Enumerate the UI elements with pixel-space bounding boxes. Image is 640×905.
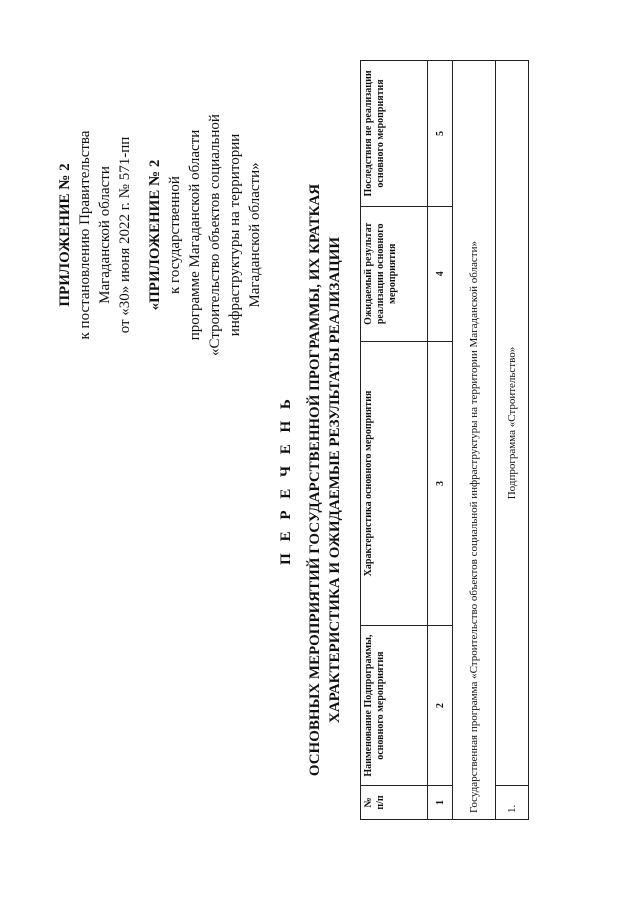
subprogram-number: 1. (496, 786, 529, 820)
header-characteristic: Характеристика основного мероприятия (361, 341, 428, 626)
column-number: 2 (428, 626, 453, 786)
table-row (496, 61, 529, 820)
table-header-row (361, 61, 428, 820)
document-heading (275, 155, 345, 805)
measures-table (360, 60, 529, 820)
column-number: 1 (428, 786, 453, 820)
column-number: 3 (428, 341, 453, 626)
heading-line1: ОСНОВНЫХ МЕРОПРИЯТИЙ ГОСУДАРСТВЕННОЙ ПРОГРАММЫ, ИХ КРАТКАЯ (307, 183, 323, 777)
inner-appendix-line4: инфраструктуры на территории (227, 133, 243, 337)
appendix-date-line: от «30» июня 2022 г. № 571-пп (117, 136, 133, 334)
appendix-title: ПРИЛОЖЕНИЕ № 2 (57, 163, 73, 307)
table-number-row (428, 61, 453, 820)
inner-appendix-line1: к государственной (167, 176, 183, 294)
header-num: № п/п (361, 786, 428, 820)
header-expected-result: Ожидаемый результат реализации основного мероприятия (361, 206, 428, 341)
program-row-text: Государственная программа «Строительство объектов социальной инфраструктуры на территории Магаданской области» (453, 61, 496, 820)
inner-appendix-line2: программе Магаданской области (187, 129, 203, 341)
column-number: 4 (428, 206, 453, 341)
subprogram-row-text: Подпрограмма «Строительство» (496, 61, 529, 786)
inner-appendix-line3: «Строительство объектов социальной (207, 114, 223, 356)
heading-line2: ХАРАКТЕРИСТИКА И ОЖИДАЕМЫЕ РЕЗУЛЬТАТЫ РЕАЛИЗАЦИИ (327, 236, 343, 724)
column-number: 5 (428, 61, 453, 207)
inner-appendix-line5: Магаданской области» (247, 162, 263, 308)
appendix-line1: к постановлению Правительства (77, 130, 93, 340)
table-row (453, 61, 496, 820)
appendix-block (55, 70, 265, 400)
heading-word: П Е Р Е Ч Е Н Ь (278, 395, 294, 565)
header-name: Наименование Подпрограммы, основного мероприятия (361, 626, 428, 786)
header-consequences: Последствия не реализации основного мероприятия (361, 61, 428, 207)
appendix-line2: Магаданской области (97, 166, 113, 304)
inner-appendix-title: «ПРИЛОЖЕНИЕ № 2 (147, 159, 163, 311)
